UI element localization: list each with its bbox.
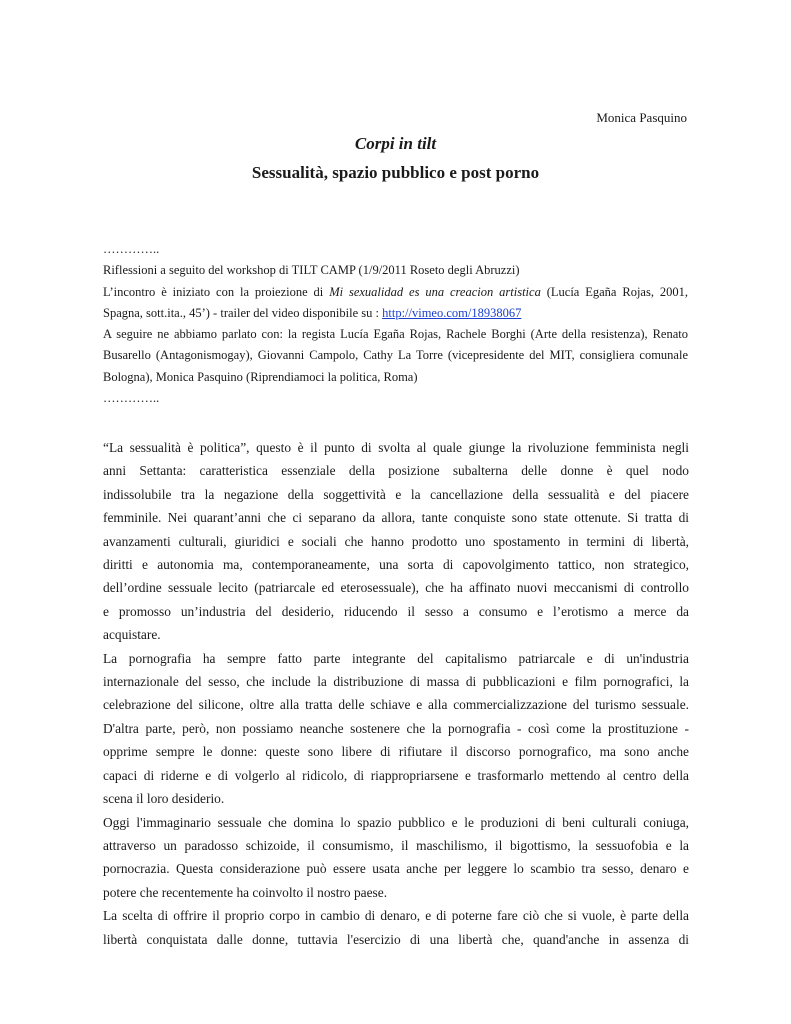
text-line: diritti e autonomia ma, contemporaneamente, una sorta di capovolgimento tattico, non strategico, [103,557,689,573]
text-line: Oggi l'immaginario sessuale che domina lo spazio pubblico e le produzioni di beni culturali coniuga, [103,814,689,830]
body-paragraph-2 [103,647,689,811]
intro-line-screening [103,282,688,325]
body-paragraph-4 [103,904,689,951]
intro-dots-bottom: ………….. [103,391,160,406]
document-subtitle: Sessualità, spazio pubblico e post porno [251,163,540,182]
text-line: internazionale del sesso, che include la distribuzione di massa di pubblicazioni e film pornografici, la [103,674,689,690]
text-line: capaci di riderne e di volgerlo al ridicolo, di riappropriarsene e trasformarlo mettendo al centro della [103,767,689,783]
article-body [103,436,689,951]
text-line: La scelta di offrire il proprio corpo in cambio di denaro, e di poterne fare ciò che si vuole, è parte della [103,908,689,924]
body-paragraph-1 [103,436,689,647]
text-line: indissolubile tra la negazione della soggettività e la cancellazione della sessualità e del piacere [103,486,689,502]
intro-line-workshop: Riflessioni a seguito del workshop di TILT CAMP (1/9/2011 Roseto degli Abruzzi) [103,263,520,278]
text-line: attraverso un paradosso schizoide, il consumismo, il maschilismo, il bigottismo, la sessuofobia e la [103,837,689,853]
screening-credit: (Lucía Egaña Rojas, 2001, [540,284,688,299]
text-line: dell’ordine sessuale lecito (patriarcale ed eterosessuale), che ha affinato nuovi meccanismi di controllo [103,580,689,596]
text-line: acquistare. [103,627,161,643]
speakers-line-3: Bologna), Monica Pasquino (Riprendiamoci la politica, Roma) [103,369,418,384]
speakers-line-2: Busarello (Antagonismogay), Giovanni Campolo, Cathy La Torre (vicepresidente del MIT, consigliera comunale [103,348,688,363]
text-line: pornocrazia. Questa considerazione può essere usata anche per leggere lo scambio tra sesso, denaro e [103,861,689,877]
screening-line [103,282,688,303]
text-line: scena il loro desiderio. [103,791,225,807]
screening-text: L’incontro è iniziato con la proiezione di [103,284,330,299]
text-line: opprime sempre le donne: queste sono libere di rifiutare il discorso pornografico, ma sono anche [103,744,689,760]
intro-line-speakers [103,324,688,388]
film-title: Mi sexualidad es una creacion artistica [329,284,541,299]
text-line: femminile. Nei quarant’anni che ci separano da allora, tante conquiste sono state ottenute. Si tratta di [103,510,689,526]
author-name: Monica Pasquino [596,110,687,125]
intro-dots-top: ………….. [103,242,160,256]
text-line: D'altra parte, però, non possiamo neanche sostenere che la pornografia - così come la prostituzione - [103,720,689,736]
trailer-line [103,303,688,324]
text-line: celebrazione del silicone, oltre alla tratta delle schiave e alla commercializzazione del turismo sessuale. [103,697,689,713]
intro-block [103,239,688,409]
text-line: “La sessualità è politica”, questo è il punto di svolta al quale giunge la rivoluzione femminista negli [103,440,689,455]
text-line: avanzamenti culturali, giuridici e sociali che hanno prodotto uno spostamento in termini di libertà, [103,533,689,549]
body-paragraph-3 [103,811,689,905]
text-line: anni Settanta: caratteristica essenziale della posizione subalterna delle donne è quel nodo [103,463,689,479]
trailer-text: Spagna, sott.ita., 45’) - trailer del video disponibile su : [103,305,383,320]
text-line: La pornografia ha sempre fatto parte integrante del capitalismo patriarcale e di un'industria [103,650,689,666]
document-title: Corpi in tilt [354,134,437,153]
text-line: libertà conquistata dalle donne, tuttavia l'esercizio di una libertà che, quand'anche in assenza di [103,931,689,947]
text-line: e promosso un’industria del desiderio, riducendo il sesso a consumo e l’erotismo a merce da [103,603,689,619]
text-line: potere che recentemente ha coinvolto il nostro paese. [103,884,388,900]
speakers-line-1: A seguire ne abbiamo parlato con: la regista Lucía Egaña Rojas, Rachele Borghi (Arte della resistenza), Renato [103,327,688,342]
vimeo-link[interactable]: http://vimeo.com/18938067 [382,305,522,320]
